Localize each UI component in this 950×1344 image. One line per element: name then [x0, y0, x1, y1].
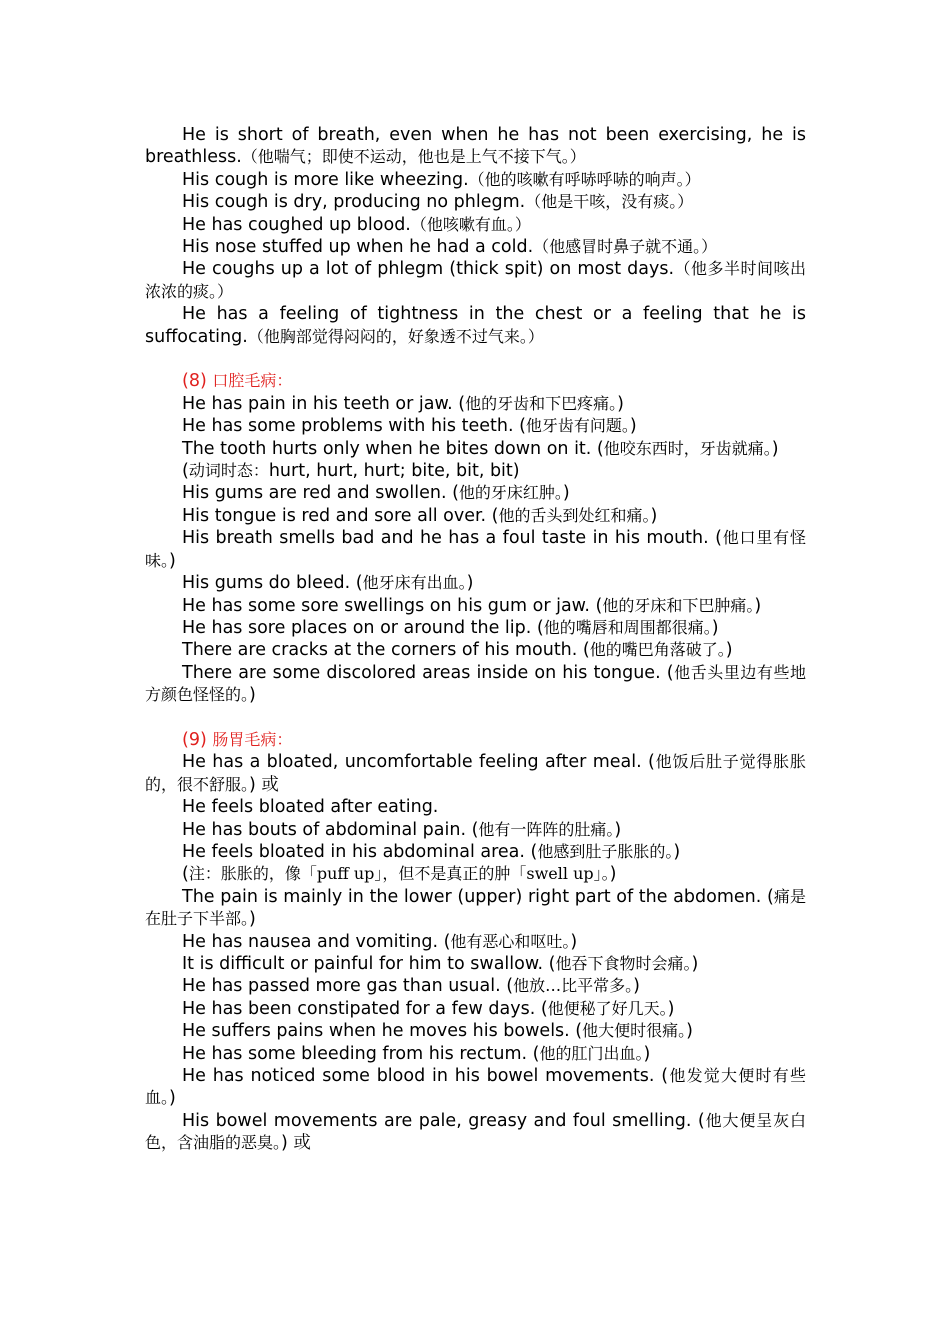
english-text: He has sore places on or around the lip. (	[182, 617, 544, 638]
closing-text: )	[570, 931, 578, 952]
chinese-translation: 他发觉大便时有些血。	[145, 1066, 806, 1108]
sentence-line	[145, 595, 806, 617]
paragraph-0	[145, 124, 806, 169]
sentence-line	[145, 1110, 806, 1155]
sentence-line	[145, 393, 806, 415]
closing-text: )	[754, 595, 762, 616]
section-9-stomach-problems	[145, 729, 806, 1155]
english-text: He coughs up a lot of phlegm (thick spit) on most days.	[182, 259, 675, 280]
paragraph-1	[145, 169, 806, 191]
closing-text: )	[633, 976, 640, 997]
chinese-translation: 他感到肚子胀胀的。	[537, 841, 674, 861]
english-text: He has a bloated, uncomfortable feeling after meal. (	[182, 752, 655, 773]
closing-text: )	[614, 819, 622, 840]
chinese-translation: （他胸部觉得闷闷的，好象透不过气来。）	[247, 326, 544, 346]
english-text: His gums do bleed. (	[182, 573, 363, 594]
english-text: He has been constipated for a few days. (	[182, 998, 548, 1019]
chinese-translation: 他饭后肚子觉得胀胀的，很不舒服。	[145, 752, 806, 794]
english-text: He has pain in his teeth or jaw. (	[182, 393, 466, 414]
english-text: He has some problems with his teeth. (	[182, 416, 526, 437]
english-text: He has bouts of abdominal pain. (	[182, 819, 479, 840]
english-text: (	[182, 461, 189, 482]
chinese-translation: 他有一阵阵的肚痛。	[478, 819, 615, 839]
chinese-translation: 他的舌头到处红和痛。	[498, 505, 651, 525]
sentence-line	[145, 482, 806, 504]
english-text: His breath smells bad and he has a foul taste in his mouth. (	[182, 528, 722, 549]
closing-text: )	[725, 640, 733, 661]
sentence-line	[145, 751, 806, 796]
chinese-translation: （他多半时间咳出浓浓的痰。）	[145, 259, 806, 301]
english-text: The tooth hurts only when he bites down on it. (	[182, 438, 604, 459]
english-text: His cough is dry, producing no phlegm.	[182, 192, 526, 213]
blank-line	[145, 707, 806, 729]
chinese-translation: 他有恶心和呕吐。	[450, 931, 571, 951]
closing-text: )	[673, 841, 681, 862]
sentence-line	[145, 863, 806, 885]
closing-text: )	[169, 1088, 176, 1109]
english-text: It is difficult or painful for him to swallow. (	[182, 954, 556, 974]
sentence-line	[145, 438, 806, 460]
chinese-translation: （他喘气；即使不运动，他也是上气不接下气。）	[241, 147, 586, 167]
closing-text: )	[686, 1021, 693, 1042]
english-text: He has coughed up blood.	[182, 214, 411, 235]
closing-text: )	[643, 1043, 651, 1064]
sentence-line	[145, 572, 806, 594]
closing-text: )	[617, 393, 624, 414]
chinese-translation: 动词时态：	[188, 461, 269, 481]
sentence-line	[145, 639, 806, 661]
chinese-translation: 痛是在肚子下半部。	[145, 886, 806, 929]
sentence-line	[145, 527, 806, 572]
chinese-translation: 他舌头里边有些地方颜色怪怪的。	[145, 662, 806, 705]
section-8-oral-problems	[145, 370, 806, 706]
english-text: There are some discolored areas inside on his tongue. (	[182, 662, 674, 683]
paragraph-5	[145, 258, 806, 303]
english-text: He has some bleeding from his rectum. (	[182, 1043, 540, 1064]
chinese-translation: 他吞下食物时会痛。	[555, 954, 692, 973]
chinese-translation: 他口里有怪味。	[145, 528, 806, 570]
english-text: He feels bloated after eating.	[182, 797, 439, 818]
english-text: He is short of breath, even when he has not been exercising, he is breathless.	[145, 125, 806, 168]
section-intro	[145, 124, 806, 348]
sentence-line	[145, 415, 806, 437]
paragraph-4	[145, 236, 806, 258]
sentence-line	[145, 662, 806, 707]
english-text: His cough is more like wheezing.	[182, 169, 469, 190]
english-text: He has noticed some blood in his bowel movements. (	[182, 1066, 669, 1087]
closing-text: )	[771, 438, 779, 459]
english-text: (	[182, 864, 189, 885]
paragraph-6	[145, 303, 806, 348]
chinese-translation: 他的嘴巴角落破了。	[589, 640, 726, 660]
closing-text: )	[629, 416, 637, 437]
closing-text: )	[466, 573, 474, 594]
english-text: His nose stuffed up when he had a cold.	[182, 237, 534, 258]
sentence-line	[145, 1043, 806, 1065]
paragraph-3	[145, 214, 806, 236]
chinese-translation: 他大便呈灰白色，含油脂的恶臭。	[145, 1110, 806, 1153]
chinese-translation: 他便秘了好几天。	[547, 998, 668, 1018]
sentence-line	[145, 1065, 806, 1110]
english-text: His bowel movements are pale, greasy and foul smelling. (	[182, 1110, 705, 1131]
english-text: The pain is mainly in the lower (upper) right part of the abdomen. (	[182, 886, 774, 907]
chinese-translation: 他放…比平常多。	[513, 976, 634, 996]
sentence-line	[145, 796, 806, 818]
closing-text: )	[711, 617, 719, 638]
english-text: He has passed more gas than usual. (	[182, 976, 514, 997]
chinese-translation: 他的牙床和下巴肿痛。	[602, 595, 755, 615]
section-heading	[145, 729, 806, 751]
english-text: He has nausea and vomiting. (	[182, 931, 451, 952]
closing-text: hurt, hurt, hurt; bite, bit, bit)	[268, 461, 520, 482]
section-number: (8)	[182, 371, 207, 392]
section-title: 肠胃毛病：	[212, 729, 293, 749]
english-text: There are cracks at the corners of his mouth. (	[182, 640, 590, 661]
chinese-translation: （他感冒时鼻子就不通。）	[533, 237, 718, 257]
closing-text: ) 或	[249, 774, 279, 795]
chinese-translation: 注：胀胀的，像「puff up」，但不是真正的肿「swell up」。	[188, 864, 610, 884]
chinese-translation: （他咳嗽有血。）	[410, 214, 531, 234]
sentence-line	[145, 819, 806, 841]
sentence-line	[145, 617, 806, 639]
paragraph-2	[145, 191, 806, 213]
sentence-line	[145, 886, 806, 931]
chinese-translation: 他大便时很痛。	[582, 1021, 687, 1041]
document-page	[145, 124, 806, 1155]
closing-text: ) 或	[281, 1133, 311, 1154]
sentence-line	[145, 505, 806, 527]
sentence-line	[145, 931, 806, 953]
chinese-translation: （他是干咳，没有痰。）	[525, 192, 694, 212]
english-text: He feels bloated in his abdominal area. (	[182, 841, 538, 862]
chinese-translation: 他的嘴唇和周围都很痛。	[543, 617, 712, 637]
english-text: His gums are red and swollen. (	[182, 483, 459, 504]
english-text: He has some sore swellings on his gum or jaw. (	[182, 595, 603, 616]
english-text: He suffers pains when he moves his bowels. (	[182, 1021, 583, 1042]
closing-text: )	[249, 909, 256, 930]
chinese-translation: （他的咳嗽有呼哧呼哧的响声。）	[468, 169, 701, 189]
english-text: His tongue is red and sore all over. (	[182, 505, 499, 526]
closing-text: )	[249, 685, 256, 706]
chinese-translation: 他的牙齿和下巴疼痛。	[465, 393, 618, 413]
sentence-line	[145, 1020, 806, 1042]
english-text: He has a feeling of tightness in the chest or a feeling that he is suffocating.	[145, 304, 806, 347]
closing-text: )	[667, 998, 675, 1019]
sentence-line	[145, 953, 806, 975]
closing-text: )	[691, 954, 699, 974]
chinese-translation: 他的牙床红肿。	[458, 483, 563, 503]
closing-text: )	[169, 550, 176, 571]
section-number: (9)	[182, 729, 207, 750]
chinese-translation: 他牙齿有问题。	[525, 416, 630, 436]
section-heading	[145, 370, 806, 392]
sentence-line	[145, 975, 806, 997]
closing-text: )	[650, 505, 658, 526]
sentence-line	[145, 460, 806, 482]
chinese-translation: 他咬东西时，牙齿就痛。	[603, 438, 772, 458]
section-title: 口腔毛病：	[212, 371, 293, 391]
chinese-translation: 他牙床有出血。	[362, 573, 467, 593]
closing-text: )	[609, 864, 617, 885]
sentence-line	[145, 998, 806, 1020]
closing-text: )	[562, 483, 570, 504]
chinese-translation: 他的肛门出血。	[539, 1043, 644, 1063]
sentence-line	[145, 841, 806, 863]
blank-line	[145, 348, 806, 370]
